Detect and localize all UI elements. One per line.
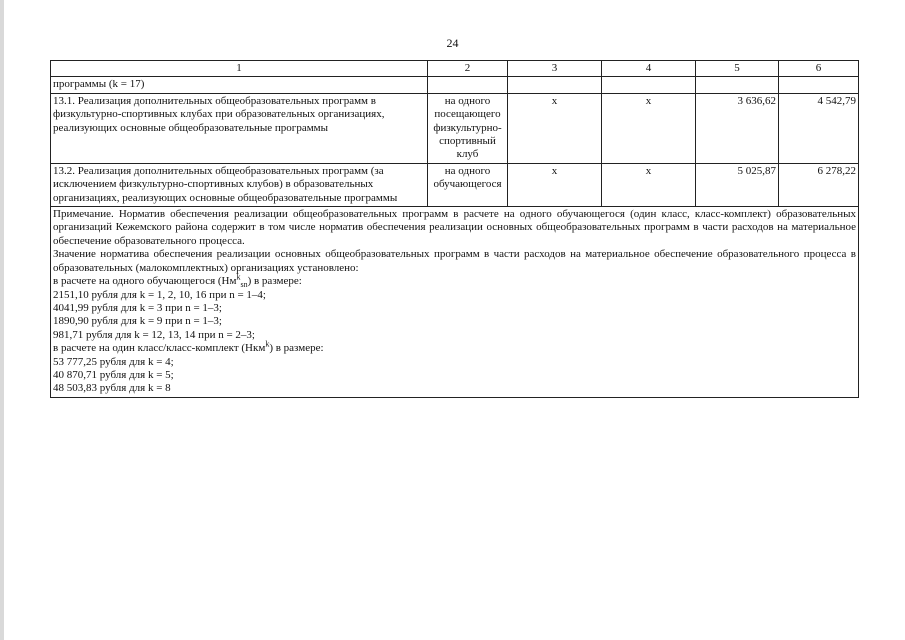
- column-number: 1: [51, 61, 428, 77]
- column-number: 4: [602, 61, 696, 77]
- column-number: 3: [508, 61, 602, 77]
- row-col4: х: [602, 163, 696, 206]
- row-unit: на одного посещающего физкультурно-спортивный клуб: [428, 93, 508, 163]
- table-row: [51, 93, 859, 163]
- row-col6: 6 278,22: [779, 163, 859, 206]
- column-number: 5: [696, 61, 779, 77]
- note-row: [51, 207, 859, 398]
- per-class-item: 53 777,25 рубля для k = 4;: [53, 355, 174, 368]
- note-paragraph-1: Примечание. Норматив обеспечения реализации общеобразовательных программ в расчете на одного обучающегося (один класс, класс-комплект) образовательных организаций Кежемского района содержит в том числе норматив обеспечения реализации основных общеобразовательных программ в части расходов на материальное обеспечение образовательного процесса.: [53, 208, 856, 247]
- per-student-item: 2151,10 рубля для k = 1, 2, 10, 16 при n = 1–4;: [53, 288, 266, 301]
- row-col3: х: [508, 163, 602, 206]
- per-student-item: 4041,99 рубля для k = 3 при n = 1–3;: [53, 301, 222, 314]
- per-student-item: 981,71 рубля для k = 12, 13, 14 при n = 2–3;: [53, 328, 255, 341]
- row-col3: х: [508, 93, 602, 163]
- per-class-heading: в расчете на один класс/класс-комплект (Нкм$^k$) в размере:: [53, 339, 324, 355]
- column-number: 2: [428, 61, 508, 77]
- row-description: 13.2. Реализация дополнительных общеобразовательных программ (за исключением физкультурно-спортивных клубов) в образовательных организациях, реализующих основные общеобразовательные программы: [51, 163, 428, 206]
- row-col5: 5 025,87: [696, 163, 779, 206]
- scan-left-edge: [0, 0, 4, 640]
- row-description: 13.1. Реализация дополнительных общеобразовательных программ в физкультурно-спортивных клубах при образовательных организациях, реализующих основные общеобразовательные программы: [51, 93, 428, 163]
- note-paragraph-2: Значение норматива обеспечения реализации основных общеобразовательных программ в части расходов на материальное обеспечение образовательного процесса в образовательных (малокомплектных) организациях установлено:: [53, 248, 856, 274]
- column-number-row: [51, 61, 859, 77]
- row-unit: на одного обучающегося: [428, 163, 508, 206]
- column-number: 6: [779, 61, 859, 77]
- continuation-row: [51, 77, 859, 93]
- per-student-heading: в расчете на одного обучающегося $(Нм^k_{sn})$ в размере:: [53, 272, 302, 290]
- norms-table: [50, 60, 859, 398]
- continuation-text: программы (k = 17): [51, 77, 428, 93]
- page-number: 24: [446, 36, 459, 50]
- per-class-item: 40 870,71 рубля для k = 5;: [53, 368, 174, 381]
- per-student-item: 1890,90 рубля для k = 9 при n = 1–3;: [53, 315, 222, 328]
- row-col6: 4 542,79: [779, 93, 859, 163]
- row-col4: х: [602, 93, 696, 163]
- note-cell: [51, 207, 859, 398]
- row-col5: 3 636,62: [696, 93, 779, 163]
- per-class-item: 48 503,83 рубля для k = 8: [53, 382, 171, 395]
- table-row: [51, 163, 859, 206]
